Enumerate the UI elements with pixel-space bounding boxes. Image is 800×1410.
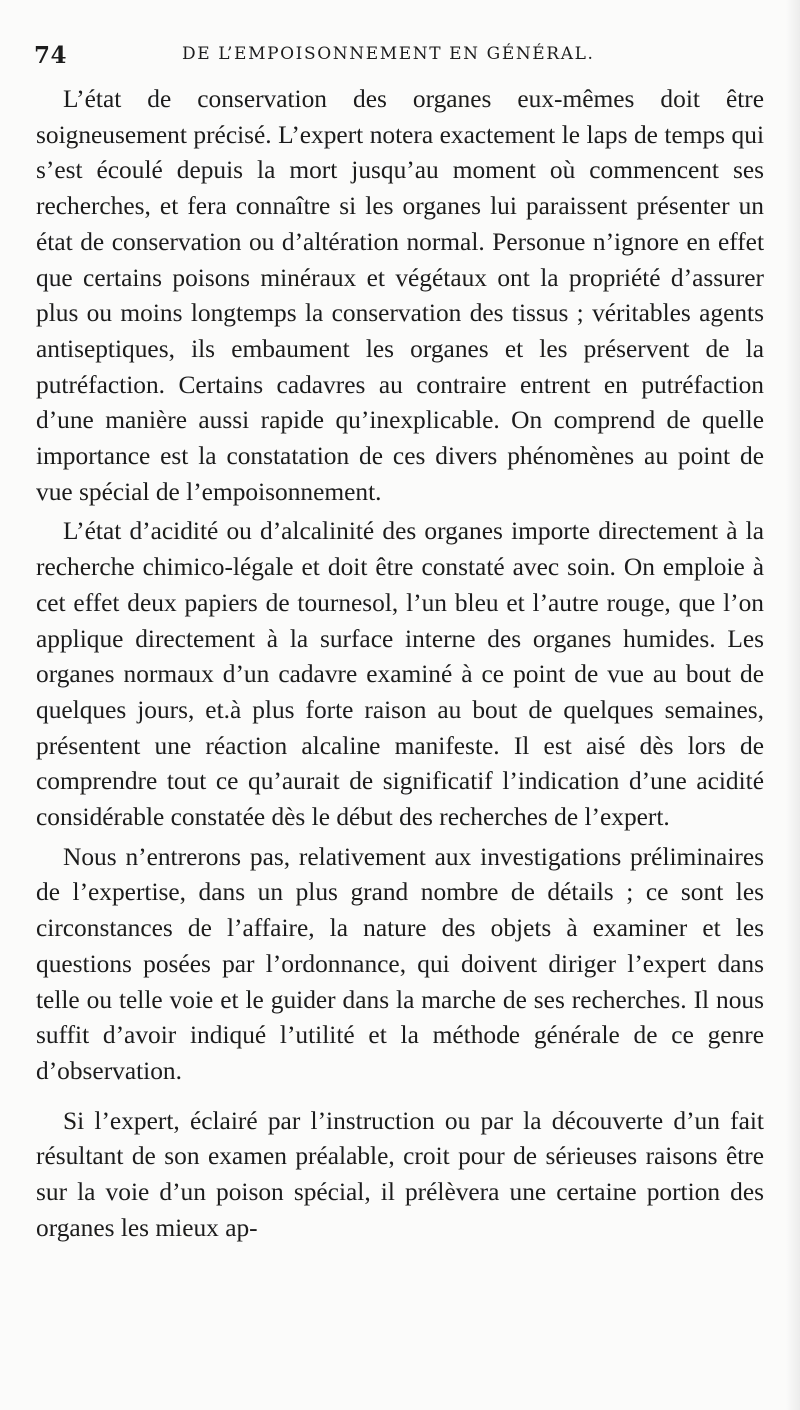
running-title: DE L’EMPOISONNEMENT EN GÉNÉRAL. <box>182 44 595 64</box>
paragraph-acidity: L’état d’acidité ou d’alcalinité des organes importe directement à la recherche chimico-légale et doit être constaté avec soin. On emploie à cet effet deux papiers de tournesol, l’un bleu et l’autre rouge, que l’on applique directement à la surface interne des organes humides. Les organes normaux d’un cadavre examiné à ce point de vue au bout de quelques jours, et.à plus forte raison au bout de quelques semaines, présentent une réaction alcaline manifeste. Il est aisé dès lors de comprendre tout ce qu’aurait de significatif l’indication d’une acidité considérable constatée dès le début des recherches de l’expert. <box>36 517 764 832</box>
paragraph-investigations: Nous n’entrerons pas, relativement aux investigations préliminaires de l’expertise, dans un plus grand nombre de détails ; ce sont les circonstances de l’affaire, la nature des objets à examiner et les questions posées par l’ordonnance, qui doivent diriger l’expert dans telle ou telle voie et le guider dans la marche de ses recherches. Il nous suffit d’avoir indiqué l’utilité et la méthode générale de ce genre d’observation. <box>36 842 764 1085</box>
paragraph-special-poison: Si l’expert, éclairé par l’instruction ou par la découverte d’un fait résultant de son examen préalable, croit pour de sérieuses raisons être sur la voie d’un poison spécial, il prélèvera une certaine portion des organes les mieux ap- <box>36 1106 764 1242</box>
page-number: 74 <box>34 42 68 69</box>
paragraph-conservation: L’état de conservation des organes eux-mêmes doit être soigneusement précisé. L’expert notera exactement le laps de temps qui s’est écoulé depuis la mort jusqu’au moment où commencent ses recherches, et fera connaître si les organes lui paraissent présenter un état de conservation ou d’altération normal. Personue n’ignore en effet que certains poisons minéraux et végétaux ont la propriété d’assurer plus ou moins longtemps la conservation des tissus ; véritables agents antiseptiques, ils embaument les organes et les préservent de la putréfaction. Certains cadavres au contraire entrent en putréfaction d’une manière aussi rapide qu’inexplicable. On comprend de quelle importance est la constatation de ces divers phénomènes au point de vue spécial de l’empoisonnement. <box>36 85 764 506</box>
page-header <box>34 40 764 76</box>
page-edge-shadow <box>786 0 800 1410</box>
body-text <box>36 82 764 1247</box>
